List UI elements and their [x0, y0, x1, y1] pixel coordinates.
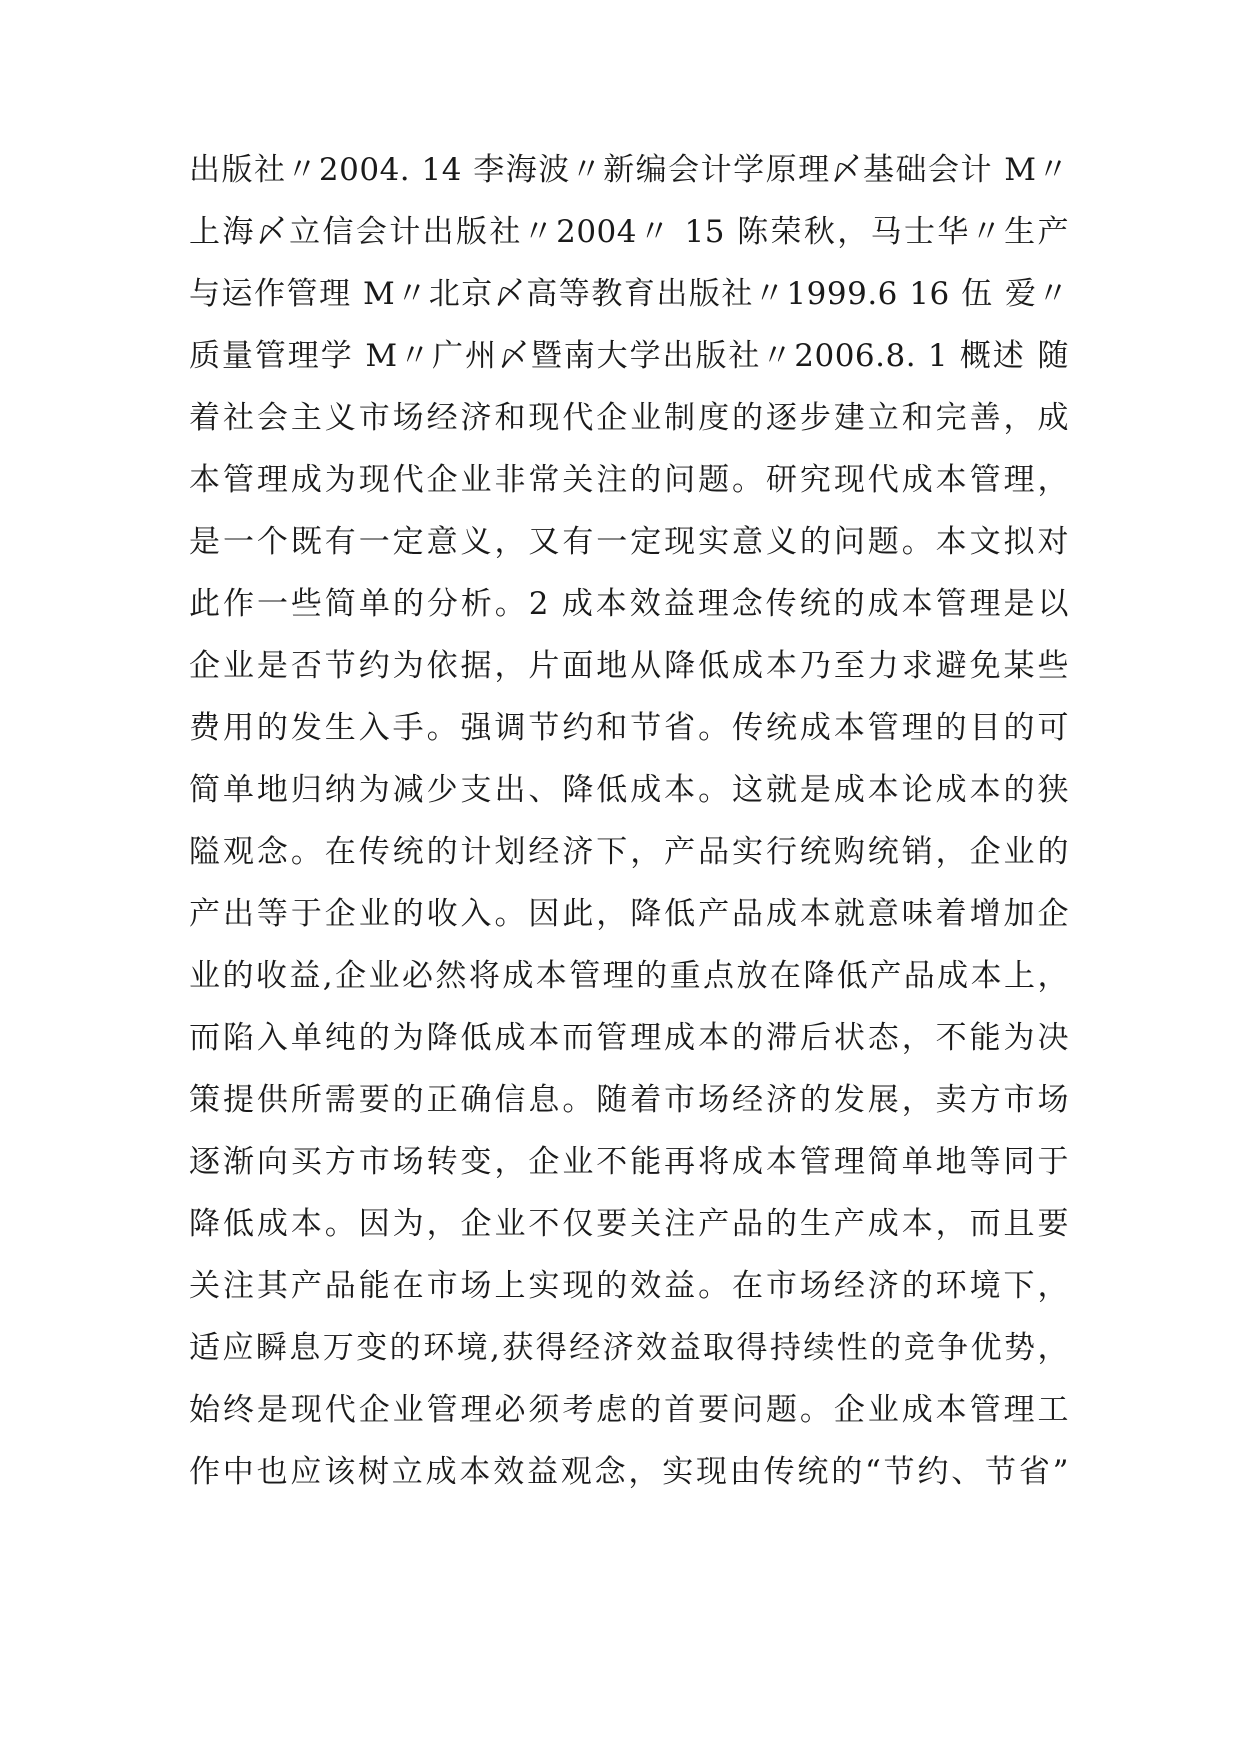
text-line: 业的收益,企业必然将成本管理的重点放在降低产品成本上， [189, 958, 1069, 994]
text-line: 隘观念。在传统的计划经济下，产品实行统购统销，企业的 [189, 834, 1069, 870]
text-line: 出版社〃2004. 14 李海波〃新编会计学原理〆基础会计 M〃 [189, 152, 1069, 188]
text-line: 适应瞬息万变的环境,获得经济效益取得持续性的竞争优势， [189, 1330, 1069, 1366]
text-line: 策提供所需要的正确信息。随着市场经济的发展，卖方市场 [189, 1082, 1069, 1118]
text-line: 简单地归纳为减少支出、降低成本。这就是成本论成本的狭 [189, 772, 1069, 808]
body-text [189, 139, 1069, 1503]
text-line: 而陷入单纯的为降低成本而管理成本的滞后状态，不能为决 [189, 1020, 1069, 1056]
text-line: 此作一些简单的分析。2 成本效益理念传统的成本管理是以 [189, 586, 1069, 622]
text-line: 作中也应该树立成本效益观念，实现由传统的“节约、节省” [189, 1454, 1069, 1490]
text-line: 降低成本。因为，企业不仅要关注产品的生产成本，而且要 [189, 1206, 1069, 1242]
text-line: 关注其产品能在市场上实现的效益。在市场经济的环境下， [189, 1268, 1069, 1304]
text-line: 上海〆立信会计出版社〃2004〃 15 陈荣秋，马士华〃生产 [189, 214, 1069, 250]
text-line: 逐渐向买方市场转变，企业不能再将成本管理简单地等同于 [189, 1144, 1069, 1180]
text-line: 着社会主义市场经济和现代企业制度的逐步建立和完善，成 [189, 400, 1069, 436]
text-line: 产出等于企业的收入。因此，降低产品成本就意味着增加企 [189, 896, 1069, 932]
text-line: 始终是现代企业管理必须考虑的首要问题。企业成本管理工 [189, 1392, 1069, 1428]
text-line: 是一个既有一定意义，又有一定现实意义的问题。本文拟对 [189, 524, 1069, 560]
text-line: 企业是否节约为依据，片面地从降低成本乃至力求避免某些 [189, 648, 1069, 684]
text-line: 质量管理学 M〃广州〆暨南大学出版社〃2006.8. 1 概述 随 [189, 338, 1069, 374]
text-line: 与运作管理 M〃北京〆高等教育出版社〃1999.6 16 伍 爱〃 [189, 276, 1069, 312]
text-line: 本管理成为现代企业非常关注的问题。研究现代成本管理， [189, 462, 1069, 498]
text-line: 费用的发生入手。强调节约和节省。传统成本管理的目的可 [189, 710, 1069, 746]
